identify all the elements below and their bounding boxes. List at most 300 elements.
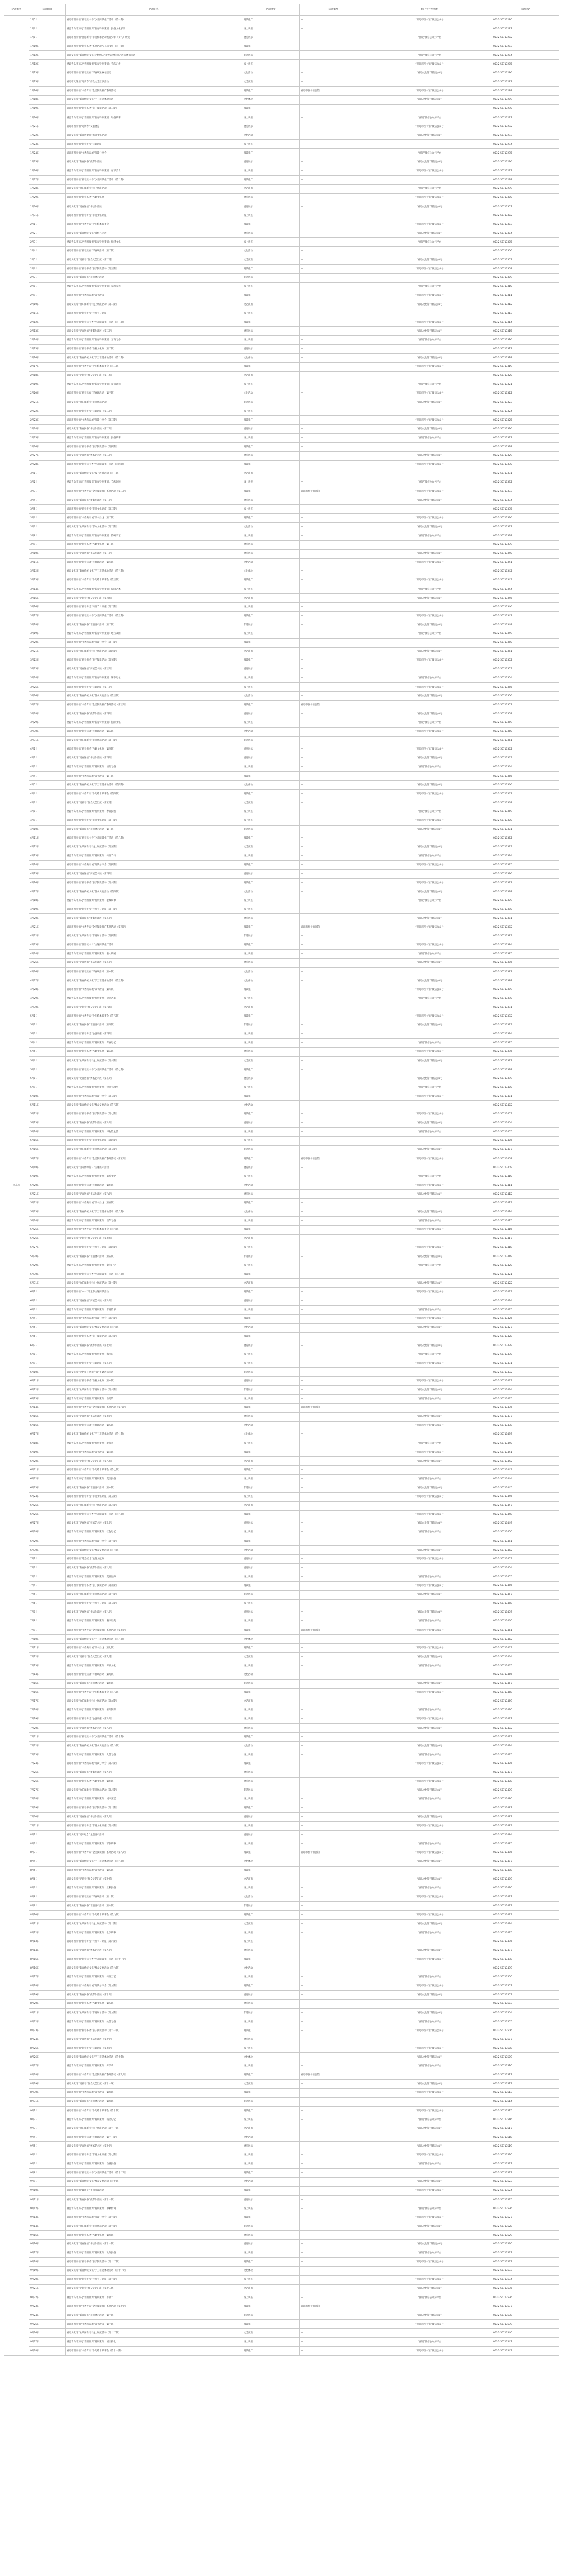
cell-phone: 0532-55717453 <box>492 1555 559 1564</box>
cell-date: 9月13日 <box>29 2213 66 2222</box>
cell-overview: — <box>300 2088 367 2097</box>
cell-platform: “青岛文化馆”微信公众号 <box>367 202 492 211</box>
cell-type: 线上讲座 <box>242 2044 300 2053</box>
cell-content: 青岛文化馆“欢乐闹新春”非遗展示活动（第八期） <box>66 1786 242 1795</box>
cell-date: 3月3日 <box>29 487 66 496</box>
cell-date: 2月18日 <box>29 371 66 380</box>
cell-content: 溯源青岛市历史“青图微课”特别策划：老街巷 <box>66 1439 242 1448</box>
cell-type: 线上讲座 <box>242 2062 300 2071</box>
cell-type: 文艺演出 <box>242 371 300 380</box>
cell-date: 3月13日 <box>29 576 66 585</box>
cell-type: 阅读推广 <box>242 834 300 843</box>
cell-date: 6月29日 <box>29 1537 66 1546</box>
cell-content: 青岛市图书馆“新春送福”写春联活动（第十一期） <box>66 2133 242 2142</box>
cell-date: 9月6日 <box>29 2151 66 2160</box>
cell-date: 4月25日 <box>29 958 66 967</box>
cell-type: 阅读推广 <box>242 291 300 300</box>
cell-overview: — <box>300 1359 367 1368</box>
cell-phone: 0532-55717301 <box>492 202 559 211</box>
cell-type: 阅读推广 <box>242 2071 300 2079</box>
cell-phone: 0532-55717342 <box>492 567 559 576</box>
cell-overview: — <box>300 122 367 131</box>
cell-type: 线上讲座 <box>242 1715 300 1723</box>
cell-content: 青岛市图书馆“新春讲堂”非遗文化讲座（第六期） <box>66 1822 242 1831</box>
table-row <box>4 1252 559 1261</box>
cell-phone: 0532-55717511 <box>492 2071 559 2079</box>
cell-overview: — <box>300 1759 367 1768</box>
cell-type: 文化活动 <box>242 1964 300 1973</box>
cell-overview: — <box>300 549 367 558</box>
cell-date: 7月3日 <box>29 1572 66 1581</box>
cell-phone: 0532-55717332 <box>492 478 559 487</box>
cell-overview: — <box>300 451 367 460</box>
cell-date: 6月13日 <box>29 1394 66 1403</box>
cell-date: 2月1日 <box>29 220 66 229</box>
cell-content: 青岛市图书馆“新春书香”古籍文化展（第四期） <box>66 745 242 754</box>
cell-type: 非遗展示 <box>242 1252 300 1261</box>
cell-phone: 0532-55717454 <box>492 1564 559 1572</box>
cell-platform: “喜迎”微信公众号平台 <box>367 380 492 389</box>
table-row <box>4 647 559 656</box>
table-row <box>4 1341 559 1350</box>
table-row <box>4 1190 559 1199</box>
table-row <box>4 451 559 460</box>
cell-platform: “青岛市图书馆”微信公众号 <box>367 2044 492 2053</box>
cell-type: 展览展示 <box>242 229 300 238</box>
cell-content: 青岛市图书馆“新春书香”亲子阅读活动（第三期） <box>66 264 242 273</box>
cell-phone: 0532-55717340 <box>492 549 559 558</box>
cell-type: 线上讲座 <box>242 1528 300 1537</box>
cell-date: 6月1日 <box>29 1288 66 1297</box>
cell-date: 8月12日 <box>29 1928 66 1937</box>
cell-phone: 0532-55717436 <box>492 1403 559 1412</box>
cell-overview: — <box>300 1252 367 1261</box>
table-row <box>4 24 559 33</box>
cell-content: 青岛市图书馆“书香满岛城”读书沙龙（第五期） <box>66 1199 242 1208</box>
cell-overview: — <box>300 460 367 469</box>
cell-content: 青岛文化馆“欢乐闹新春”非遗展示活动（第三期） <box>66 736 242 745</box>
table-row <box>4 2088 559 2097</box>
cell-platform: “青岛文化馆”微信公众号 <box>367 1145 492 1154</box>
cell-overview: — <box>300 1074 367 1083</box>
cell-overview: — <box>300 1617 367 1626</box>
cell-overview: — <box>300 2097 367 2106</box>
table-row <box>4 327 559 336</box>
cell-phone: 0532-55717469 <box>492 1697 559 1706</box>
cell-type: 线上讲座 <box>242 807 300 816</box>
cell-content: 青岛市图书馆“书香满岛城”阅读分享会（第十期） <box>66 2213 242 2222</box>
cell-phone: 0532-55717302 <box>492 211 559 220</box>
cell-date: 7月26日 <box>29 1777 66 1786</box>
cell-type: 线上讲座 <box>242 1038 300 1047</box>
cell-phone: 0532-55717343 <box>492 576 559 585</box>
cell-platform: “青岛文化馆”微信公众号 <box>367 914 492 923</box>
cell-content: 青岛市图书馆“书香满岛城”阅读分享会（第三期） <box>66 638 242 647</box>
cell-date: 3月12日 <box>29 567 66 576</box>
cell-date: 3月25日 <box>29 683 66 692</box>
cell-platform <box>367 1999 492 2008</box>
cell-content: 青岛文化馆“迎春送福”书法作品展（第八期） <box>66 1608 242 1617</box>
cell-content: 青岛市图书馆“新春送福”写春联活动（第八期） <box>66 1421 242 1430</box>
cell-type: 文艺演出 <box>242 469 300 478</box>
cell-overview: — <box>300 1910 367 1919</box>
cell-date: 8月17日 <box>29 1973 66 1982</box>
table-row <box>4 1955 559 1964</box>
cell-platform: “青岛文化馆”微信公众号 <box>367 1519 492 1528</box>
table-row <box>4 2186 559 2195</box>
cell-platform: “青岛市图书馆”微信公众号 <box>367 879 492 887</box>
cell-phone: 0532-55717507 <box>492 2035 559 2044</box>
cell-type: 阅读推广 <box>242 104 300 113</box>
cell-phone: 0532-55717290 <box>492 104 559 113</box>
table-row <box>4 1368 559 1377</box>
cell-overview: — <box>300 1439 367 1448</box>
table-row <box>4 816 559 825</box>
cell-content: 青岛文化馆“迎春送福”剪纸艺术展（第八期） <box>66 1724 242 1733</box>
table-row <box>4 1163 559 1172</box>
cell-type: 文艺演出 <box>242 1457 300 1466</box>
cell-overview: — <box>300 1537 367 1546</box>
table-row <box>4 1475 559 1483</box>
cell-overview: — <box>300 781 367 790</box>
cell-platform: “青岛文化馆”微信公众号 <box>367 1021 492 1030</box>
cell-overview: — <box>300 2151 367 2160</box>
cell-content: 青岛市图书馆“新春讲堂”公益讲座 <box>66 140 242 149</box>
cell-date: 4月13日 <box>29 852 66 860</box>
table-row <box>4 594 559 603</box>
cell-overview: 青岛市图书馆总馆 <box>300 1403 367 1412</box>
table-row <box>4 745 559 754</box>
cell-phone: 0532-55717408 <box>492 1154 559 1163</box>
table-row <box>4 1056 559 1065</box>
cell-type: 线上讲座 <box>242 2017 300 2026</box>
cell-overview: — <box>300 416 367 425</box>
table-row <box>4 1199 559 1208</box>
cell-type: 展览展示 <box>242 122 300 131</box>
cell-content: 青岛文化馆“迎新春”群众文艺汇演（第七场） <box>66 1234 242 1243</box>
table-row <box>4 523 559 531</box>
cell-content: 青岛文化馆“迎新春”群众文艺汇演（第九场） <box>66 1653 242 1661</box>
cell-type: 阅读推广 <box>242 514 300 523</box>
cell-overview: — <box>300 496 367 505</box>
cell-platform: “青岛文化馆”微信公众号 <box>367 1457 492 1466</box>
cell-phone: 0532-55717306 <box>492 247 559 256</box>
cell-platform: “喜迎”微信公众号平台 <box>367 2204 492 2213</box>
cell-phone: 0532-55717388 <box>492 976 559 985</box>
cell-overview: — <box>300 1466 367 1475</box>
cell-phone: 0532-55717439 <box>492 1430 559 1439</box>
cell-type: 线上讲座 <box>242 683 300 692</box>
cell-overview: — <box>300 33 367 42</box>
table-row <box>4 771 559 780</box>
cell-date: 4月27日 <box>29 976 66 985</box>
cell-type: 阅读推广 <box>242 1225 300 1234</box>
cell-phone: 0532-55717376 <box>492 870 559 879</box>
cell-phone: 0532-55717368 <box>492 798 559 807</box>
cell-platform: “青岛市图书馆”微信公众号 <box>367 1644 492 1653</box>
cell-phone: 0532-55717281 <box>492 24 559 33</box>
cell-type: 文化活动 <box>242 2133 300 2142</box>
cell-phone: 0532-55717474 <box>492 1742 559 1750</box>
cell-platform: “青岛市图书馆”微信公众号 <box>367 1626 492 1634</box>
cell-overview: — <box>300 51 367 60</box>
cell-platform: “青岛市图书馆”微信公众号 <box>367 389 492 398</box>
header-overview: 活动概况 <box>300 4 367 16</box>
cell-content: 溯源青岛市历史“青图微课”新春特别策划：民间艺术 <box>66 585 242 594</box>
cell-phone: 0532-55717324 <box>492 407 559 416</box>
cell-platform: “青岛文化馆”微信公众号 <box>367 2124 492 2133</box>
cell-overview: — <box>300 256 367 264</box>
cell-phone: 0532-55717444 <box>492 1475 559 1483</box>
cell-platform <box>367 1964 492 1973</box>
cell-type: 文艺演出 <box>242 184 300 193</box>
cell-overview: — <box>300 1724 367 1733</box>
cell-overview: — <box>300 1279 367 1288</box>
cell-overview: — <box>300 1742 367 1750</box>
cell-platform <box>367 309 492 318</box>
cell-content: 青岛市图书馆“新春书香”亲子阅读活动（第七期） <box>66 1110 242 1119</box>
table-row <box>4 1261 559 1270</box>
cell-overview: — <box>300 398 367 407</box>
cell-content: 青岛市图书馆“新春送书香”少儿阅读推广活动（第十二期） <box>66 2168 242 2177</box>
cell-phone: 0532-55717536 <box>492 2293 559 2302</box>
cell-phone: 0532-55717471 <box>492 1715 559 1723</box>
cell-content: 溯源青岛市历史“青图微课”新春特别策划：春节美食 <box>66 167 242 175</box>
cell-phone: 0532-55717452 <box>492 1546 559 1555</box>
table-row <box>4 1901 559 1910</box>
cell-phone: 0532-55717523 <box>492 2177 559 2186</box>
table-row <box>4 1074 559 1083</box>
cell-content: 溯源青岛市历史“青图微课”特别策划：红色记忆 <box>66 1528 242 1537</box>
cell-type: 阅读推广 <box>242 1270 300 1279</box>
cell-phone: 0532-55717382 <box>492 923 559 932</box>
cell-date: 8月18日 <box>29 1982 66 1990</box>
cell-overview: — <box>300 1839 367 1848</box>
cell-platform: “青岛市图书馆”微信公众号 <box>367 923 492 932</box>
cell-phone: 0532-55717392 <box>492 1012 559 1021</box>
cell-content: 青岛市图书馆“书香青岛”少儿绘本故事会（第十一期） <box>66 2346 242 2355</box>
cell-date: 8月16日 <box>29 1964 66 1973</box>
cell-date: 7月14日 <box>29 1670 66 1679</box>
cell-content: 青岛文化馆“新春传统文化”群众文化活动（第三期） <box>66 692 242 701</box>
cell-date: 3月19日 <box>29 629 66 638</box>
cell-phone: 0532-55717299 <box>492 184 559 193</box>
cell-content: 青岛文化馆“新春传统文化”群众文化活动（第四期） <box>66 887 242 896</box>
cell-date: 1月15日 <box>29 78 66 86</box>
table-row <box>4 60 559 69</box>
cell-platform <box>367 2302 492 2311</box>
cell-content: 青岛市图书馆“新春讲堂”非遗文化讲座 <box>66 211 242 220</box>
cell-phone: 0532-55717347 <box>492 612 559 620</box>
table-row <box>4 1750 559 1759</box>
cell-phone: 0532-55717409 <box>492 1163 559 1172</box>
cell-overview: — <box>300 1092 367 1101</box>
cell-content: 溯源青岛市历史“青图微课”新春特别策划：地方戏曲 <box>66 629 242 638</box>
cell-platform: “青岛市图书馆”微信公众号 <box>367 167 492 175</box>
table-row <box>4 1537 559 1546</box>
cell-overview: — <box>300 1804 367 1812</box>
table-row <box>4 531 559 540</box>
cell-platform: “青岛市图书馆”微信公众号 <box>367 1359 492 1368</box>
cell-date: 4月14日 <box>29 860 66 869</box>
cell-platform: “青岛市图书馆”微信公众号 <box>367 683 492 692</box>
cell-type: 阅读推广 <box>242 1510 300 1519</box>
cell-platform: “喜迎”微信公众号平台 <box>367 1795 492 1804</box>
cell-content: 青岛市图书馆“书香满岛城”读书沙龙（第九期） <box>66 2088 242 2097</box>
cell-phone: 0532-55717426 <box>492 1314 559 1323</box>
cell-platform: “青岛文化馆”微信公众号 <box>367 1946 492 1955</box>
cell-platform: “青岛市图书馆”微信公众号 <box>367 1288 492 1297</box>
cell-type: 线上讲座 <box>242 1172 300 1181</box>
cell-phone: 0532-55717419 <box>492 1252 559 1261</box>
table-row <box>4 184 559 193</box>
cell-platform <box>367 1199 492 1208</box>
cell-content: 青岛文化馆“欢乐闹新春”非遗展示活动（第六期） <box>66 1386 242 1394</box>
cell-content: 青岛文化馆“迎春送福”剪纸艺术展（第七期） <box>66 1519 242 1528</box>
cell-phone: 0532-55717501 <box>492 1982 559 1990</box>
cell-type: 阅读推广 <box>242 2107 300 2115</box>
cell-overview: — <box>300 2053 367 2062</box>
cell-type: 线上讲座 <box>242 629 300 638</box>
cell-type: 展览展示 <box>242 1341 300 1350</box>
cell-date: 1月30日 <box>29 202 66 211</box>
cell-type: 阅读推广 <box>242 1955 300 1964</box>
cell-platform: “喜迎”微信公众号平台 <box>367 33 492 42</box>
table-row <box>4 2071 559 2079</box>
cell-platform <box>367 905 492 914</box>
cell-overview: — <box>300 1448 367 1457</box>
cell-overview: — <box>300 1421 367 1430</box>
cell-platform: “青岛市图书馆”微信公众号 <box>367 860 492 869</box>
table-header <box>4 4 559 16</box>
table-row <box>4 1314 559 1323</box>
cell-phone: 0532-55717451 <box>492 1537 559 1546</box>
cell-type: 展览展示 <box>242 496 300 505</box>
cell-date: 4月15日 <box>29 870 66 879</box>
cell-phone: 0532-55717314 <box>492 318 559 327</box>
cell-platform: “青岛市图书馆”微信公众号 <box>367 1715 492 1723</box>
cell-phone: 0532-55717407 <box>492 1145 559 1154</box>
cell-date: 7月28日 <box>29 1795 66 1804</box>
cell-phone: 0532-55717463 <box>492 1644 559 1653</box>
cell-phone: 0532-55717383 <box>492 932 559 941</box>
cell-content: 青岛文化馆“迎春送福”书法作品展（第六期） <box>66 1190 242 1199</box>
cell-overview: — <box>300 69 367 78</box>
cell-date: 6月21日 <box>29 1466 66 1475</box>
cell-content: 青岛文化馆“迎春送福”书法作品展（第七期） <box>66 1412 242 1421</box>
cell-date: 8月26日 <box>29 2053 66 2062</box>
cell-content: 青岛市图书馆“新春送福”写春联活动（第十期） <box>66 1893 242 1901</box>
cell-phone: 0532-55717320 <box>492 371 559 380</box>
cell-content: 溯源青岛市历史“青图微课”特别策划：国庆献礼 <box>66 2338 242 2346</box>
cell-overview: — <box>300 825 367 834</box>
cell-content: 青岛市图书馆“新春书香”亲子阅读活动（第九期） <box>66 1581 242 1590</box>
cell-phone: 0532-55717330 <box>492 460 559 469</box>
cell-phone: 0532-55717539 <box>492 2320 559 2329</box>
cell-date: 7月19日 <box>29 1715 66 1723</box>
cell-type: 展览展示 <box>242 2035 300 2044</box>
table-row <box>4 576 559 585</box>
cell-platform: “喜迎”微信公众号平台 <box>367 1661 492 1670</box>
cell-overview: — <box>300 620 367 629</box>
cell-overview: — <box>300 1884 367 1893</box>
cell-phone: 0532-55717396 <box>492 1047 559 1056</box>
cell-platform <box>367 932 492 941</box>
cell-type: 非遗展示 <box>242 1368 300 1377</box>
cell-overview: — <box>300 2142 367 2151</box>
cell-platform <box>367 1136 492 1145</box>
cell-overview: — <box>300 870 367 879</box>
cell-content: 溯源青岛市历史“青图微课”特别策划：童年记忆 <box>66 1261 242 1270</box>
cell-content: 青岛文化馆“新春传统文化”剪纸艺术展 <box>66 229 242 238</box>
cell-phone: 0532-55717518 <box>492 2133 559 2142</box>
header-type: 活动类型 <box>242 4 300 16</box>
table-row <box>4 291 559 300</box>
cell-platform: “青岛文化馆”微信公众号 <box>367 958 492 967</box>
cell-phone: 0532-55717513 <box>492 2088 559 2097</box>
cell-type: 阅读推广 <box>242 790 300 798</box>
cell-type: 展览展示 <box>242 1724 300 1733</box>
cell-overview: — <box>300 1937 367 1946</box>
cell-phone: 0532-55717481 <box>492 1804 559 1812</box>
cell-phone: 0532-55717397 <box>492 1056 559 1065</box>
cell-content: 青岛市图书馆“书香满岛城”阅读分享会（第八期） <box>66 1759 242 1768</box>
cell-platform: “青岛市图书馆”微信公众号 <box>367 727 492 736</box>
cell-phone: 0532-55717530 <box>492 2240 559 2249</box>
cell-platform <box>367 567 492 576</box>
cell-phone: 0532-55717316 <box>492 336 559 345</box>
cell-platform: “青岛市图书馆”微信公众号 <box>367 1314 492 1323</box>
cell-type: 展览展示 <box>242 2231 300 2240</box>
cell-platform <box>367 1297 492 1305</box>
cell-type: 展览展示 <box>242 2195 300 2204</box>
cell-date: 4月16日 <box>29 879 66 887</box>
cell-phone: 0532-55717431 <box>492 1359 559 1368</box>
cell-phone: 0532-55717531 <box>492 2249 559 2257</box>
cell-type: 展览展示 <box>242 345 300 353</box>
cell-overview: — <box>300 665 367 674</box>
cell-type: 非遗展示 <box>242 1590 300 1599</box>
cell-platform <box>367 42 492 51</box>
cell-type: 阅读推广 <box>242 612 300 620</box>
cell-type: 线上讲座 <box>242 211 300 220</box>
cell-platform: “青岛文化馆”微信公众号 <box>367 887 492 896</box>
cell-overview: — <box>300 2115 367 2124</box>
cell-phone: 0532-55717429 <box>492 1341 559 1350</box>
cell-date: 8月2日 <box>29 1839 66 1848</box>
cell-type: 阅读推广 <box>242 1982 300 1990</box>
cell-phone: 0532-55717424 <box>492 1297 559 1305</box>
cell-phone: 0532-55717292 <box>492 122 559 131</box>
cell-type: 展览展示 <box>242 1119 300 1127</box>
table-row <box>4 718 559 727</box>
cell-phone: 0532-55717364 <box>492 763 559 771</box>
cell-overview: — <box>300 692 367 701</box>
cell-type: 阅读推广 <box>242 1688 300 1697</box>
cell-date: 8月11日 <box>29 1920 66 1928</box>
table-row <box>4 2346 559 2355</box>
table-row <box>4 247 559 256</box>
cell-date: 2月11日 <box>29 309 66 318</box>
cell-overview: 青岛市图书馆总馆 <box>300 1154 367 1163</box>
cell-type: 阅读推广 <box>242 1448 300 1457</box>
cell-date: 5月12日 <box>29 1110 66 1119</box>
cell-overview: — <box>300 976 367 985</box>
cell-content: 溯源青岛市历史“青图微课”特别策划：端午习俗 <box>66 1216 242 1225</box>
cell-date: 5月14日 <box>29 1127 66 1136</box>
cell-date: 6月10日 <box>29 1368 66 1377</box>
cell-overview: — <box>300 2160 367 2168</box>
